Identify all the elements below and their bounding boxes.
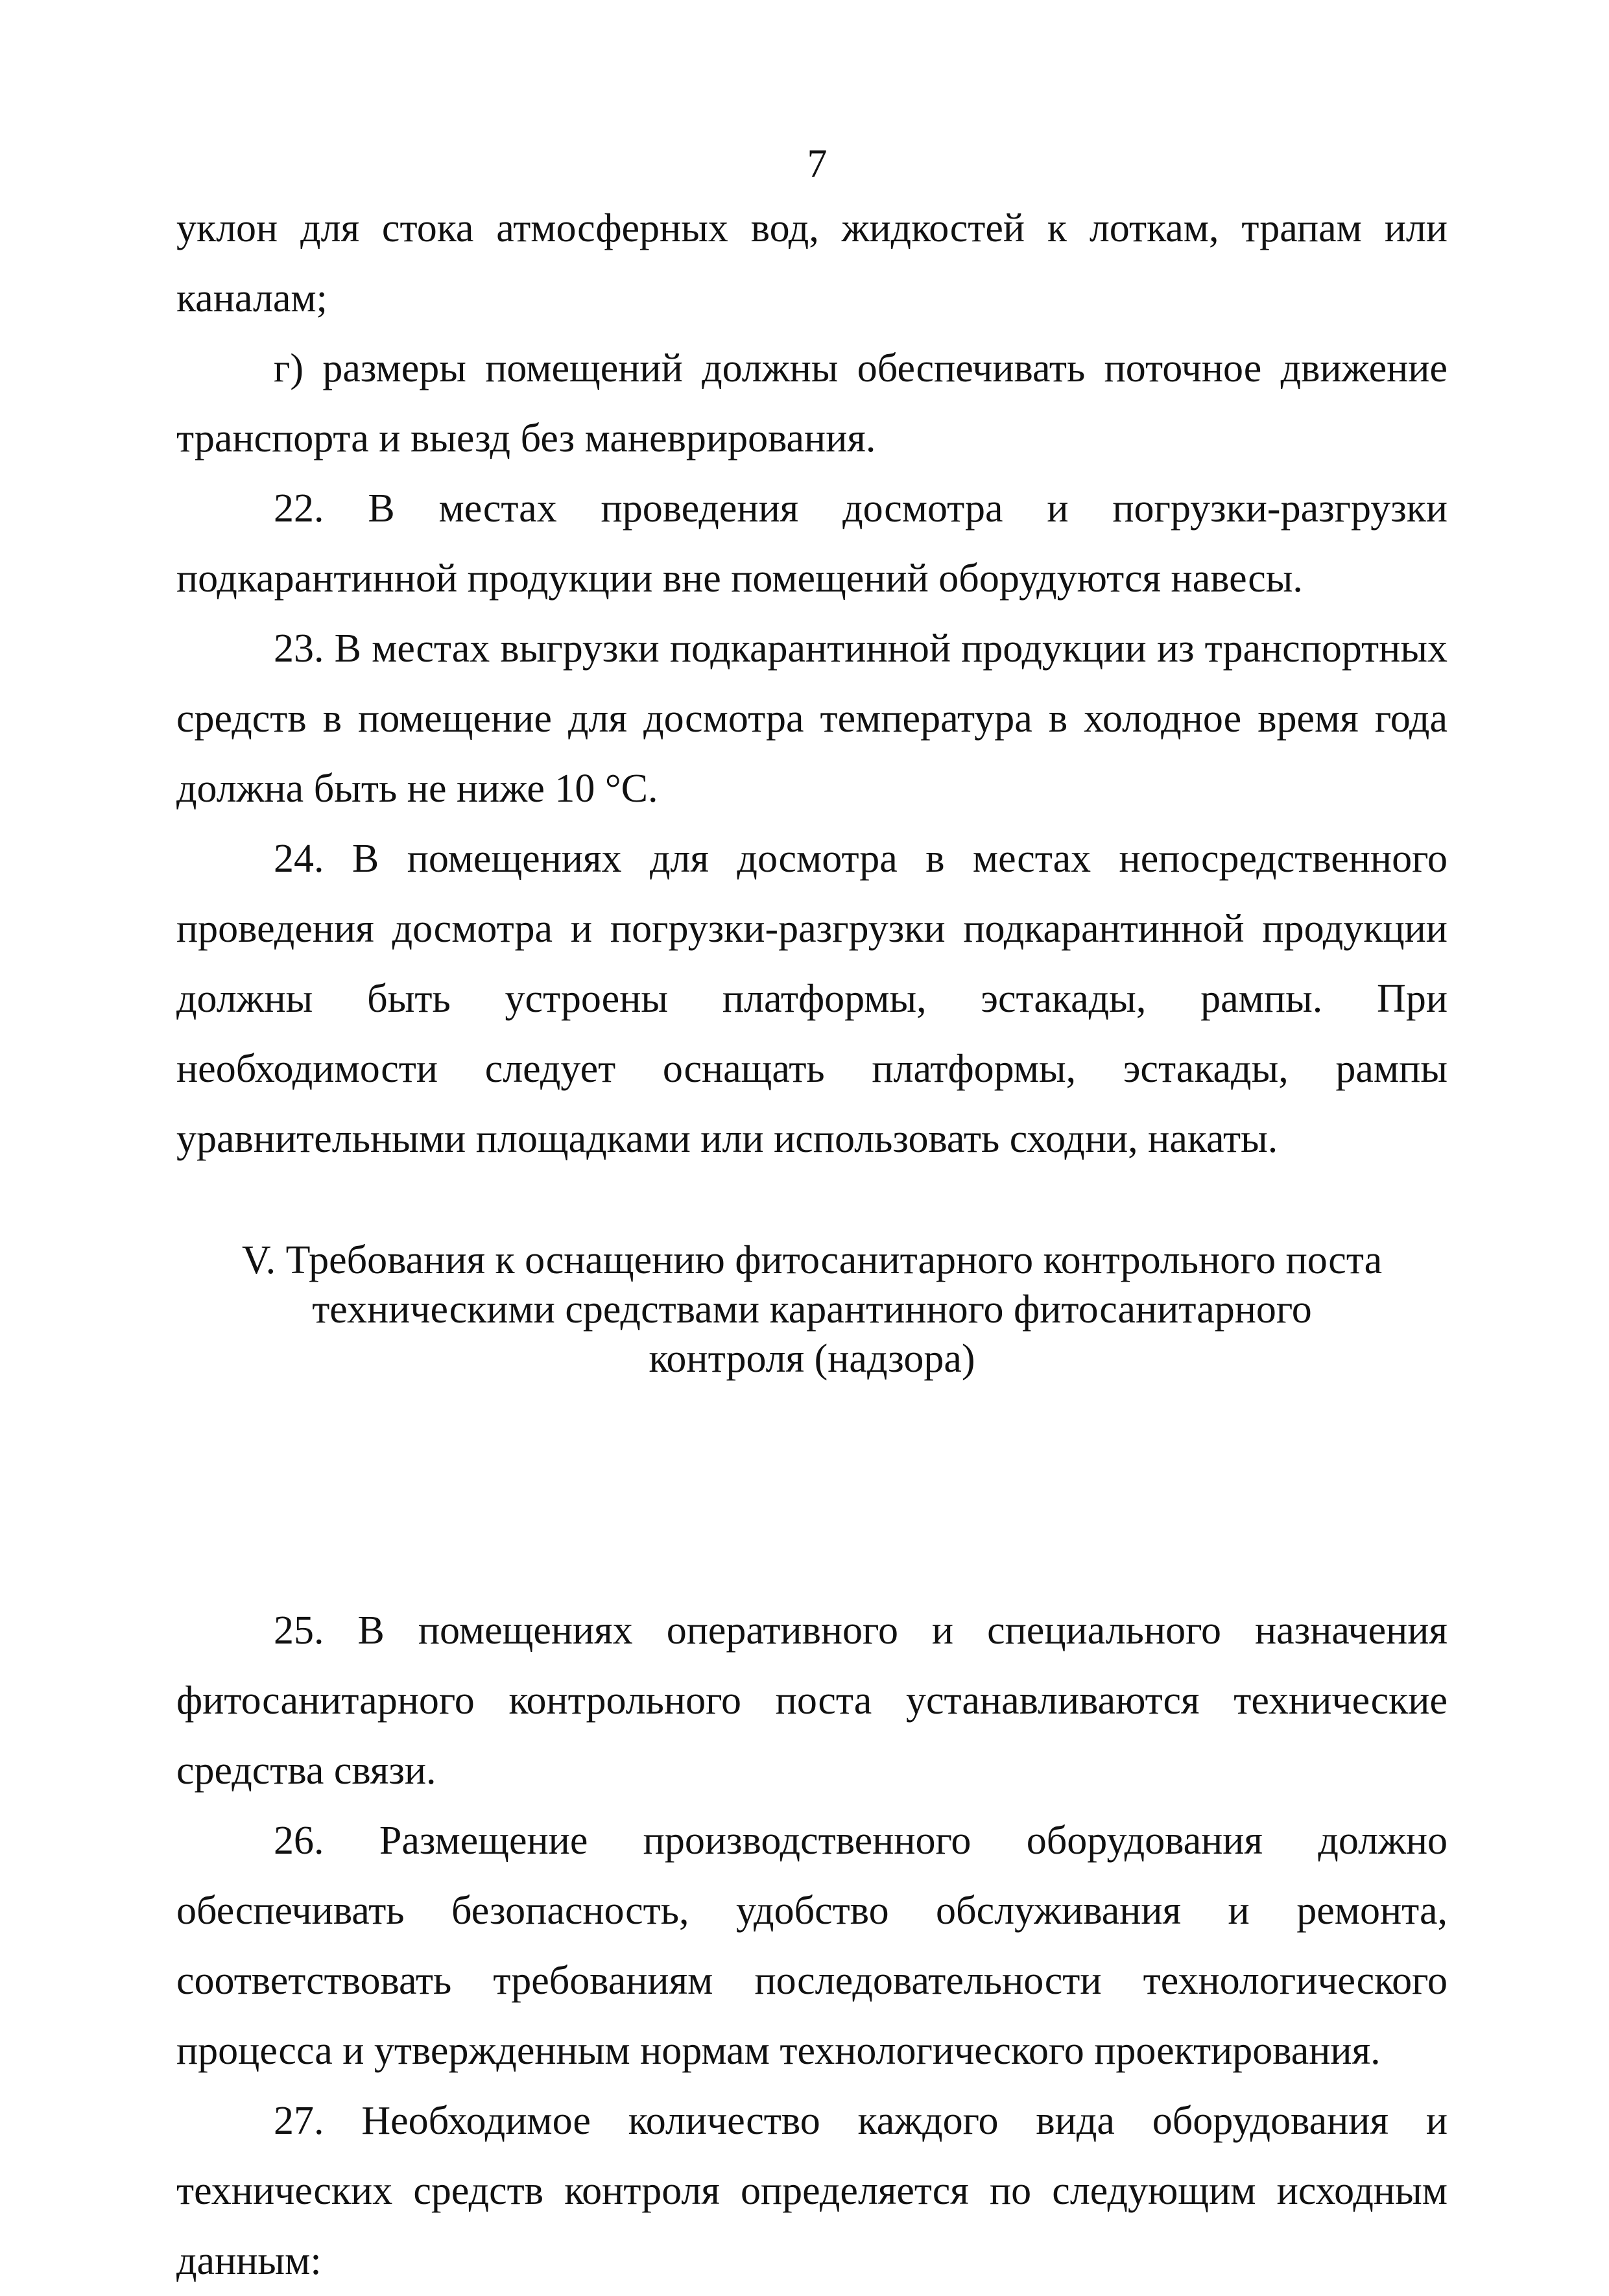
section-heading-line-3: контроля (надзора) [649,1337,975,1381]
paragraph-continuation: уклон для стока атмосферных вод, жидкостей к лоткам, трапам или каналам; [176,206,1448,320]
section-heading-line-1: V. Требования к оснащению фитосанитарного контрольного поста [241,1238,1383,1282]
paragraph-26: 26. Размещение производственного оборудования должно обеспечивать безопасность, удобство обслуживания и ремонта, соответствовать требованиям последовательности технологического процесса и утвержденным нормам технологического проектирования. [176,1819,1448,2073]
section-heading [176,1236,1448,1383]
section-heading-line-2: техническими средствами карантинного фитосанитарного [312,1287,1312,1332]
paragraph-23: 23. В местах выгрузки подкарантинной продукции из транспортных средств в помещение для досмотра температура в холодное время года должна быть не ниже 10 °С. [176,627,1448,811]
text-block-bottom [176,1596,1448,2296]
text-block-top [176,193,1448,1174]
paragraph-item-g: г) размеры помещений должны обеспечивать поточное движение транспорта и выезд без маневрирования. [176,346,1448,460]
paragraph-27: 27. Необходимое количество каждого вида оборудования и технических средств контроля определяется по следующим исходным данным: [176,2099,1448,2283]
page-number: 7 [807,142,828,186]
paragraph-22: 22. В местах проведения досмотра и погрузки-разгрузки подкарантинной продукции вне помещений оборудуются навесы. [176,486,1448,601]
paragraph-25: 25. В помещениях оперативного и специального назначения фитосанитарного контрольного поста устанавливаются технические средства связи. [176,1608,1448,1793]
paragraph-24: 24. В помещениях для досмотра в местах непосредственного проведения досмотра и погрузки-разгрузки подкарантинной продукции должны быть устроены платформы, эстакады, рампы. При необходимости следует оснащать платформы, эстакады, рампы уравнительными площадками или использовать сходни, накаты. [176,837,1448,1161]
